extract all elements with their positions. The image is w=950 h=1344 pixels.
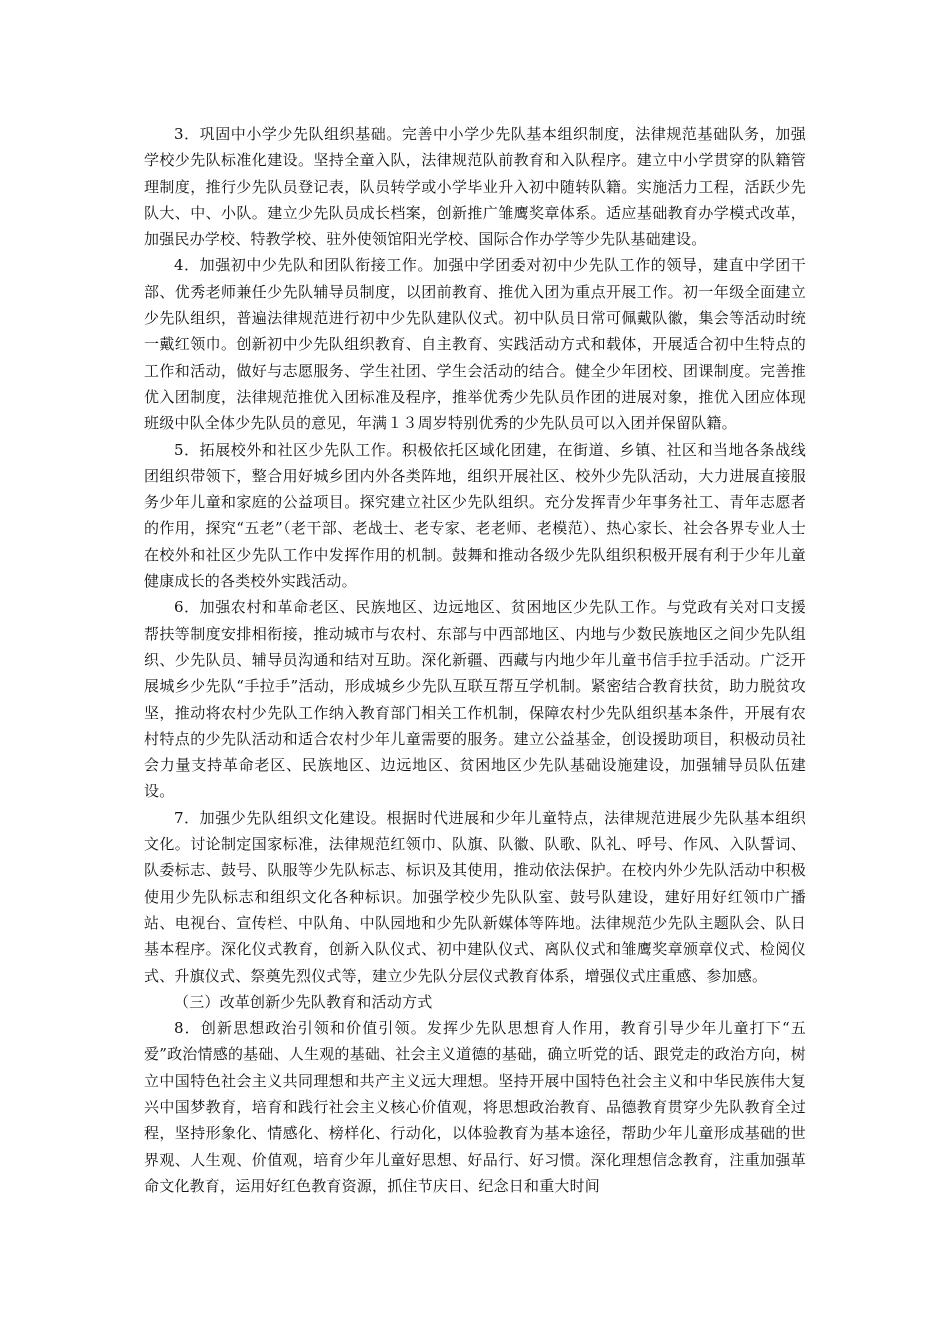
paragraph-item-8: 8．创新思想政治引领和价值引领。发挥少先队思想育人作用，教育引导少年儿童打下“五爱”政治情感的基础、人生观的基础、社会主义道德的基础，确立听党的话、跟党走的政治方向，树立中国特色社会主义共同理想和共产主义远大理想。坚持开展中国特色社会主义和中华民族伟大复兴中国梦教育，培育和践行社会主义核心价值观，将思想政治教育、品德教育贯穿少先队教育全过程，坚持形象化、情感化、榜样化、行动化，以体验教育为基本途径，帮助少年儿童形成基础的世界观、人生观、价值观，培育少年儿童好思想、好品行、好习惯。深化理想信念教育，注重加强革命文化教育，运用好红色教育资源，抓住节庆日、纪念日和重大时间: [144, 1019, 806, 1195]
paragraph-item-7: 7．加强少先队组织文化建设。根据时代进展和少年儿童特点，法律规范进展少先队基本组织文化。讨论制定国家标准，法律规范红领巾、队旗、队徽、队歌、队礼、呼号、作风、入队誓词、队委标志、鼓号、队服等少先队标志、标识及其使用，推动依法保护。在校内外少先队活动中积极使用少先队标志和组织文化各种标识。加强学校少先队队室、鼓号队建设，建好用好红领巾广播站、电视台、宣传栏、中队角、中队园地和少先队新媒体等阵地。法律规范少先队主题队会、队日基本程序。深化仪式教育，创新入队仪式、初中建队仪式、离队仪式和雏鹰奖章颁章仪式、检阅仪式、升旗仪式、祭奠先烈仪式等，建立少先队分层仪式教育体系，增强仪式庄重感、参加感。: [144, 808, 806, 985]
paragraph-item-3: 3．巩固中小学少先队组织基础。完善中小学少先队基本组织制度，法律规范基础队务，加强学校少先队标准化建设。坚持全童入队，法律规范队前教育和入队程序。建立中小学贯穿的队籍管理制度，推行少先队员登记表，队员转学或小学毕业升入初中随转队籍。实施活力工程，活跃少先队大、中、小队。建立少先队员成长档案，创新推广雏鹰奖章体系。适应基础教育办学模式改革，加强民办学校、特教学校、驻外使领馆阳光学校、国际合作办学等少先队基础建设。: [144, 125, 806, 249]
section-heading: （三）改革创新少先队教育和活动方式: [174, 992, 433, 1011]
paragraph-item-6: 6．加强农村和革命老区、民族地区、边远地区、贫困地区少先队工作。与党政有关对口支援帮扶等制度安排相衔接，推动城市与农村、东部与中西部地区、内地与少数民族地区之间少先队组织、少先队员、辅导员沟通和结对互助。深化新疆、西藏与内地少年儿童书信手拉手活动。广泛开展城乡少先队“手拉手”活动，形成城乡少先队互联互帮互学机制。紧密结合教育扶贫，助力脱贫攻坚，推动将农村少先队工作纳入教育部门相关工作机制，保障农村少先队组织基本条件，开展有农村特点的少先队活动和适合农村少年儿童需要的服务。建立公益基金，创设援助项目，积极动员社会力量支持革命老区、民族地区、边远地区、贫困地区少先队基础设施建设，加强辅导员队伍建设。: [144, 598, 806, 801]
document-body: [144, 121, 806, 1199]
paragraph-item-5: 5．拓展校外和社区少先队工作。积极依托区域化团建，在街道、乡镇、社区和当地各条战线团组织带领下，整合用好城乡团内外各类阵地，组织开展社区、校外少先队活动，大力进展直接服务少年儿童和家庭的公益项目。探究建立社区少先队组织。充分发挥青少年事务社工、青年志愿者的作用，探究“五老”（老干部、老战士、老专家、老老师、老模范）、热心家长、社会各界专业人士在校外和社区少先队工作中发挥作用的机制。鼓舞和推动各级少先队组织积极开展有利于少年儿童健康成长的各类校外实践活动。: [144, 440, 806, 591]
paragraph-item-4: 4．加强初中少先队和团队衔接工作。加强中学团委对初中少先队工作的领导，建直中学团干部、优秀老师兼任少先队辅导员制度，以团前教育、推优入团为重点开展工作。初一年级全面建立少先队组织，普遍法律规范进行初中少先队建队仪式。初中队员日常可佩戴队徽，集会等活动时统一戴红领巾。创新初中少先队组织教育、自主教育、实践活动方式和载体，开展适合初中生特点的工作和活动，做好与志愿服务、学生社团、学生会活动的结合。健全少年团校、团课制度。完善推优入团制度，法律规范推优入团标准及程序，推举优秀少先队员作团的进展对象，推优入团应体现班级中队全体少先队员的意见，年满１３周岁特别优秀的少先队员可以入团并保留队籍。: [144, 256, 806, 433]
